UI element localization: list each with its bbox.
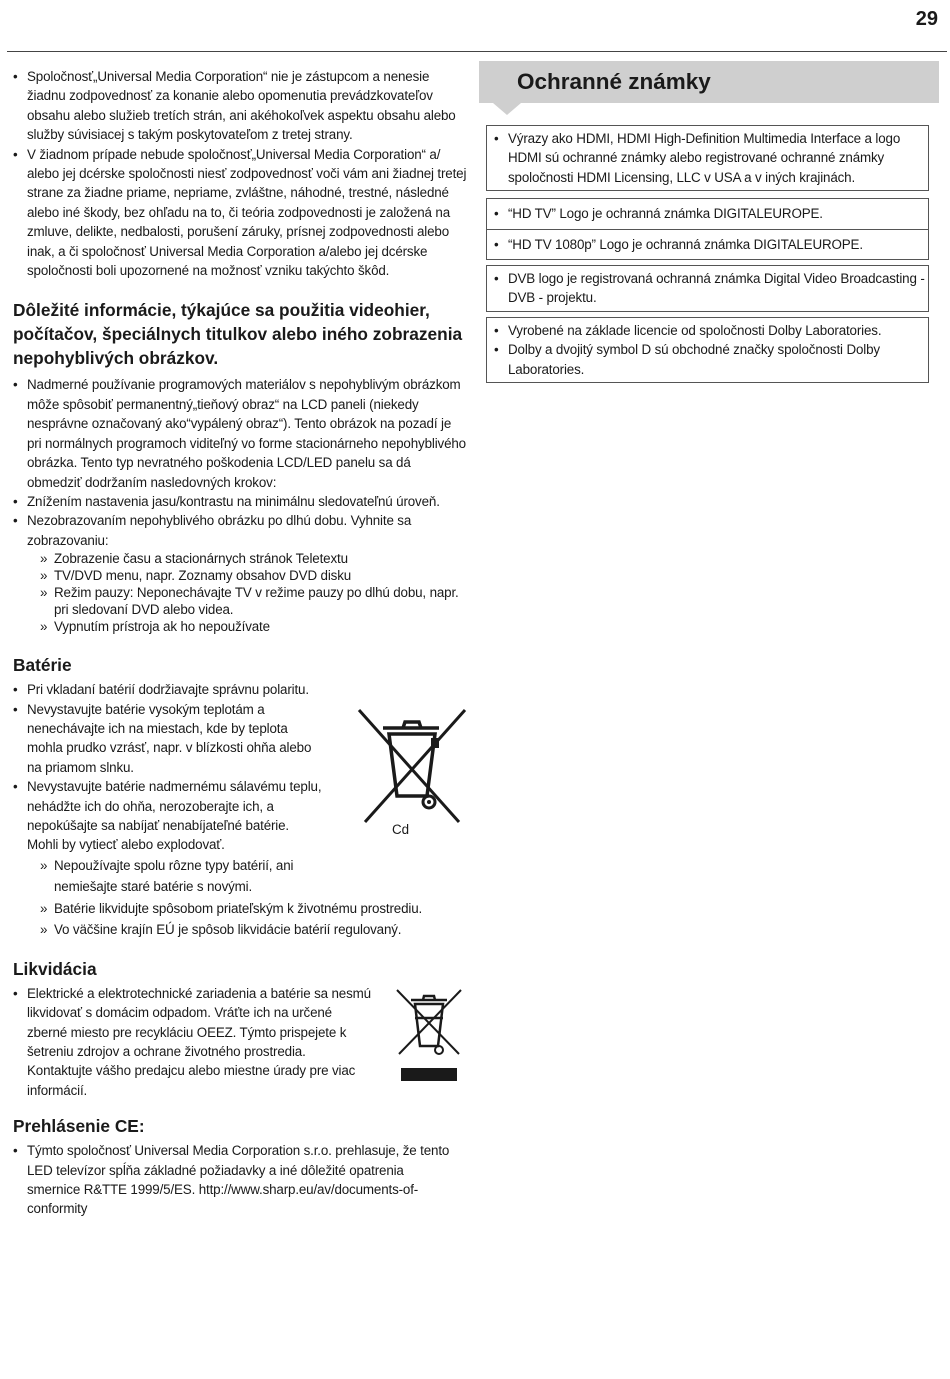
sub-list-item: » Batérie likvidujte spôsobom priateľským k životnému prostrediu. (27, 898, 468, 920)
list-item: • Nevystavujte batérie vysokým teplotám a nenechávajte ich na miestach, kde by teplota mohla prudko vzrásť, napr. v blízkosti ohňa alebo na priamom slnku. (13, 700, 322, 778)
important-list (13, 375, 468, 550)
list-item: • “HD TV 1080p” Logo je ochranná známka DIGITALEUROPE. (494, 235, 928, 254)
list-item: • Dolby a dvojitý symbol D sú obchodné značky spoločnosti Dolby Laboratories. (494, 340, 928, 379)
list-item: • Výrazy ako HDMI, HDMI High-Definition Multimedia Interface a logo HDMI sú ochranné známky alebo registrované ochranné známky spoločnosti HDMI Licensing, LLC v USA a v iných krajinách. (494, 129, 928, 187)
important-sub-list (27, 550, 468, 635)
list-item: • Nadmerné používanie programových materiálov s nepohyblivým obrázkom môže spôsobiť permanentný„tieňový obraz“ na LCD paneli (niekedy nesprávne označovaný ako“vypálený obraz“). Tento obrázok na pozadí je pri normálnych programoch viditeľný vo forme stacionárneho nepohyblivého obrázka. Tento typ nevratného poškodenia LCD/LED panelu sa dá obmedziť dodržaním nasledovných krokov: (13, 375, 468, 491)
trademark-box-hdtv (486, 198, 929, 260)
list-item: • DVB logo je registrovaná ochranná známka Digital Video Broadcasting - DVB - projektu. (494, 269, 928, 308)
sub-list-item: » Vo väčšine krajín EÚ je spôsob likvidácie batérií regulovaný. (27, 919, 468, 941)
list-item: • Znížením nastavenia jasu/kontrastu na minimálnu sledovateľnú úroveň. (13, 492, 468, 511)
list-item: • Spoločnosť„Universal Media Corporation“ nie je zástupcom a nenesie žiadnu zodpovednosť za konanie alebo opomenutia prevádzkovateľov obsahu alebo služieb tretích strán, ani akéhokoľvek aspektu obsahu alebo služby súvisiacej s takým poskytovateľom z tretej strany. (13, 67, 468, 145)
trademark-box-hdmi (486, 125, 929, 191)
section-heading-disposal: Likvidácia (13, 958, 97, 979)
list-item: • Nevystavujte batérie nadmernému sálavému teplu, nehádžte ich do ohňa, nerozoberajte ich, a nepokúšajte sa nabíjať nenabíjateľné batérie. Mohli by vytiecť alebo explodovať. (13, 777, 322, 855)
list-item: • Vyrobené na základe licencie od spoločnosti Dolby Laboratories. (494, 321, 928, 340)
sub-list-item: » Zobrazenie času a stacionárnych stránok Teletextu (27, 550, 468, 567)
crossed-out-wheelie-bin-icon (395, 988, 463, 1082)
list-item: • Týmto spoločnosť Universal Media Corporation s.r.o. prehlasuje, že tento LED televízor spĺňa základné požiadavky a iné dôležité opatrenia smernice R&TTE 1999/5/ES. http://www.sharp.eu/av/documents-of-conformity (13, 1141, 457, 1219)
list-item: • “HD TV” Logo je ochranná známka DIGITALEUROPE. (494, 204, 928, 223)
intro-list (13, 67, 468, 280)
trademark-box-dvb (486, 265, 929, 312)
cd-label: Cd (392, 822, 410, 837)
sub-list-item: » Nepoužívajte spolu rôzne typy batérií, ani nemiešajte staré batérie s novými. (27, 855, 309, 898)
section-heading-batteries: Batérie (13, 655, 72, 676)
list-item: • Elektrické a elektrotechnické zariadenia a batérie sa nesmú likvidovať s domácim odpadom. Vráťte ich na určené zberné miesto pre recykláciu OEEZ. Týmto prispejete k šetreniu zdrojov a ochrane životného prostredia. Kontaktujte vášho predajcu alebo miestne úrady pre viac informácií. (13, 984, 372, 1100)
sub-list-item: » Vypnutím prístroja ak ho nepoužívate (27, 618, 468, 635)
section-heading-important: Dôležité informácie, týkajúce sa použitia videohier, počítačov, špeciálnych titulkov alebo iného zobrazenia nepohyblivých obrázkov. (13, 300, 463, 369)
header-divider (7, 51, 947, 52)
ce-list (13, 1141, 468, 1219)
crossed-out-wheelie-bin-icon (357, 708, 467, 826)
sub-list-item: » Režim pauzy: Neponechávajte TV v režime pauzy po dlhú dobu, napr. pri sledovaní DVD alebo videa. (27, 584, 468, 618)
section-heading-ce: Prehlásenie CE: (13, 1116, 145, 1137)
page-number: 29 (915, 8, 938, 30)
batteries-sub-list (27, 855, 468, 941)
banner-title: Ochranné známky (517, 69, 711, 94)
list-item: • Nezobrazovaním nepohyblivého obrázku po dlhú dobu. Vyhnite sa zobrazovaniu: (13, 511, 468, 550)
sub-list-item: » TV/DVD menu, napr. Zoznamy obsahov DVD disku (27, 567, 468, 584)
trademark-box-dolby (486, 317, 929, 383)
section-banner (479, 61, 939, 103)
list-item: • Pri vkladaní batérií dodržiavajte správnu polaritu. (13, 680, 357, 699)
list-item: • V žiadnom prípade nebude spoločnosť„Universal Media Corporation“ a/ alebo jej dcérske spoločnosti niesť zodpovednosť voči vám ani žiadnej tretej strane za žiadne priame, nepriame, zvláštne, náhodné, trestné, následné alebo iné škody, bez ohľadu na to, či teória zodpovednosti je založená na zmluve, delikte, nedbalosti, porušení záruky, prísnej zodpovednosti alebo inak, a či spoločnosť Universal Media Corporation a/alebo jej dcérske spoločnosti boli upozornené na možnosť vzniku takýchto škôd. (13, 145, 468, 281)
right-column (479, 61, 939, 383)
